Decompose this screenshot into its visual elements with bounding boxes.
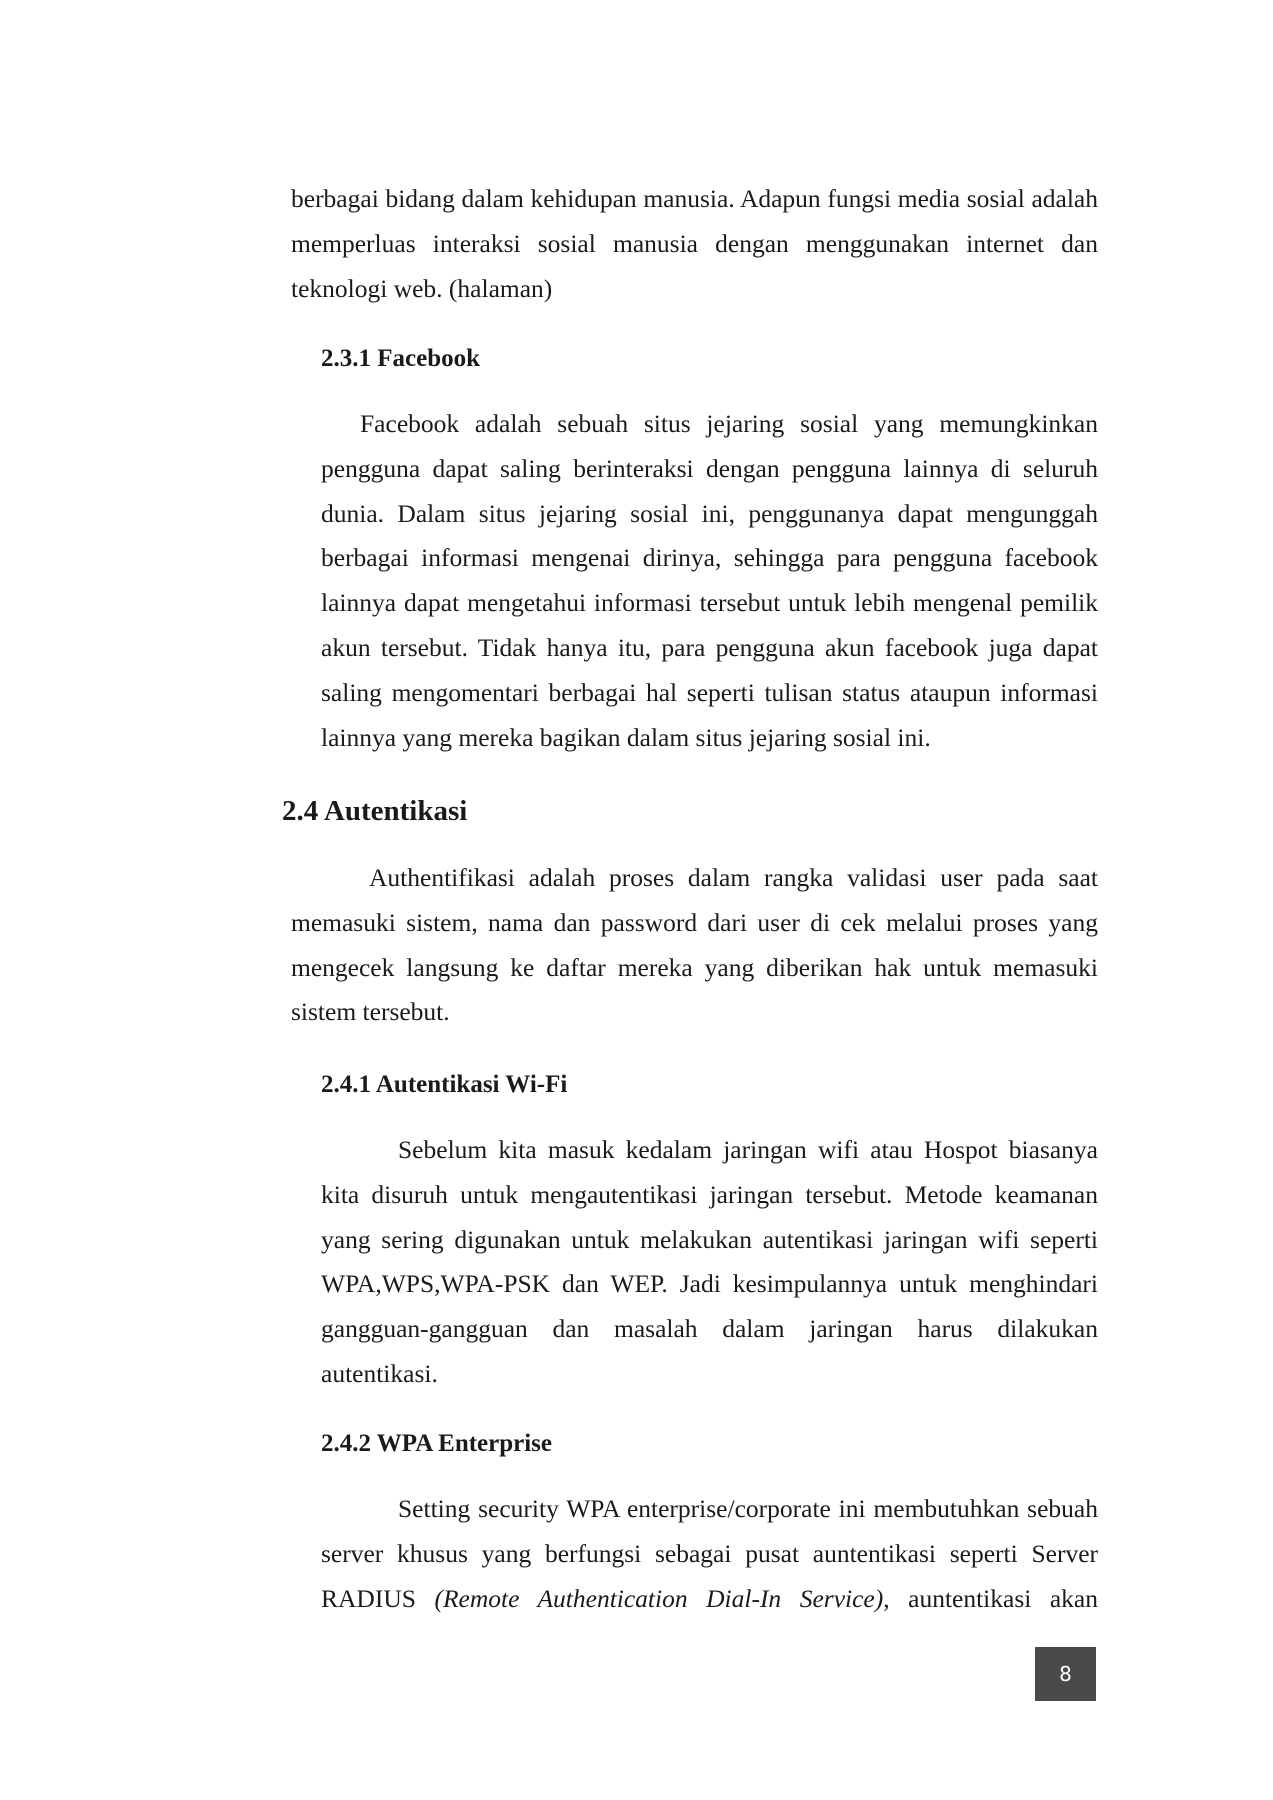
wpa-paragraph [321,1487,1098,1621]
page-number-badge: 8 [1035,1647,1096,1701]
heading-wpa-enterprise: 2.4.2 WPA Enterprise [321,1430,553,1457]
wpa-text-end: , auntentikasi akan [883,1583,1098,1613]
wpa-text-italic: (Remote Authentication Dial-In Service) [434,1583,884,1613]
intro-paragraph: berbagai bidang dalam kehidupan manusia. Adapun fungsi media sosial adalah memperluas interaksi sosial manusia dengan menggunakan internet dan teknologi web. (halaman) [291,184,1098,303]
facebook-paragraph: Facebook adalah sebuah situs jejaring sosial yang memungkinkan pengguna dapat saling berinteraksi dengan pengguna lainnya di seluruh dunia. Dalam situs jejaring sosial ini, penggunanya dapat mengunggah berbagai informasi mengenai dirinya, sehingga para pengguna facebook lainnya dapat mengetahui informasi tersebut untuk lebih mengenal pemilik akun tersebut. Tidak hanya itu, para pengguna akun facebook juga dapat saling mengomentari berbagai hal seperti tulisan status ataupun informasi lainnya yang mereka bagikan dalam situs jejaring sosial ini. [321,409,1098,752]
autentikasi-paragraph: Authentifikasi adalah proses dalam rangka validasi user pada saat memasuki sistem, nama dan password dari user di cek melalui proses yang mengecek langsung ke daftar mereka yang diberikan hak untuk memasuki sistem tersebut. [291,863,1098,1027]
heading-facebook: 2.3.1 Facebook [321,345,481,372]
heading-autentikasi: 2.4 Autentikasi [282,795,468,827]
wpa-text-start: Setting security WPA enterprise/corporate ini membutuhkan sebuah server khusus yang berfungsi sebagai pusat auntentikasi seperti Server RADIUS [321,1494,1098,1613]
wifi-paragraph: Sebelum kita masuk kedalam jaringan wifi atau Hospot biasanya kita disuruh untuk mengautentikasi jaringan tersebut. Metode keamanan yang sering digunakan untuk melakukan autentikasi jaringan wifi seperti WPA,WPS,WPA-PSK dan WEP. Jadi kesimpulannya untuk menghindari gangguan-gangguan dan masalah dalam jaringan harus dilakukan autentikasi. [321,1135,1098,1388]
heading-autentikasi-wifi: 2.4.1 Autentikasi Wi-Fi [321,1071,568,1098]
